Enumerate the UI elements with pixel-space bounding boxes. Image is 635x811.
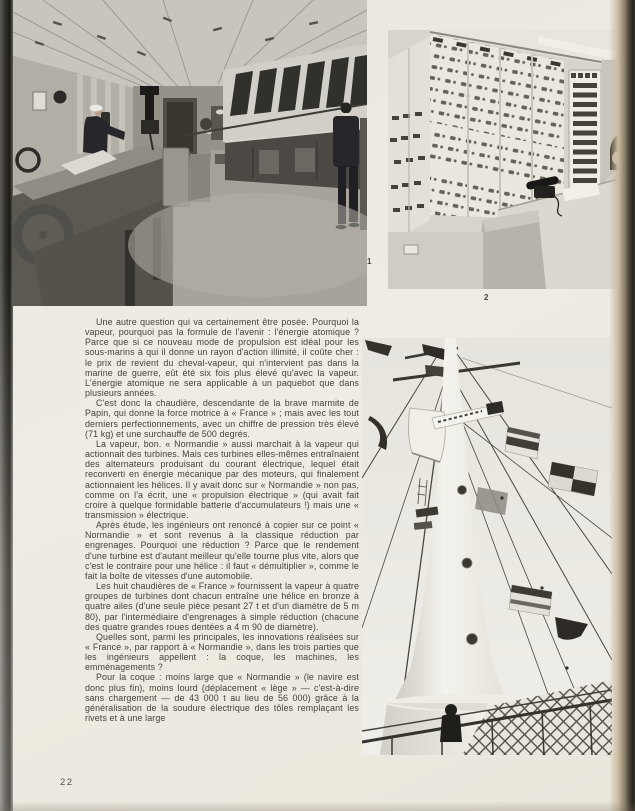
officer-cap bbox=[90, 105, 103, 112]
porthole bbox=[462, 558, 472, 568]
article-paragraph: Pour la coque : moins large que « Normandie » (le navire est donc plus fin), moins lourd (déplacement « lège » — c'est-à-dire sans chargement — de 43 000 t au lieu de 56 000) grâce à la généralisation de la soudure électrique des tôles remplaçant les rivets et à une large bbox=[85, 672, 359, 724]
article-paragraph: La vapeur, bon. « Normandie » aussi marchait à la vapeur qui actionnait des turbines. Mais ces turbines elles-mêmes entraînaient des alternateurs produisant du courant électrique, lequel était reconverti en énergie mécanique par des moteurs, qui finalement actionnaient les hélices. Il y avait donc sur « Normandie » non pas, comme on l'a écrit, une « propulsion électrique » (qui avait fait croire à quelque formidable batterie d'accumulateurs !) mais une « transmission » électrique. bbox=[85, 438, 359, 520]
figure-caption-1: 1 bbox=[367, 257, 372, 266]
article-text-column bbox=[85, 317, 359, 723]
article-paragraph: Après étude, les ingénieurs ont renoncé à copier sur ce point « Normandie » et sont revenus à la classique réduction par engrenages. Pourquoi une réduction ? Parce que le rendement d'une turbine est d'autant meilleur qu'elle tourne plus vite, alors que c'est le contraire pour une hélice : il faut « démultiplier », comme le fait la boîte de vitesses d'une automobile. bbox=[85, 520, 359, 581]
article-paragraph: Une autre question qui va certainement être posée. Pourquoi la vapeur, pourquoi pas la formule de l'avenir : l'énergie atomique ? Parce que si ce nouveau mode de propulsion est idéal pour les sous-marins à qui il donne un rayon d'action illimité, il coûte cher : le prix de revient du cheval-vapeur, qui n'intervient pas dans la marine de guerre, eût été six fois plus élevé qu'avec la vapeur. L'énergie atomique ne sera applicable à un paquebot que dans plusieurs années. bbox=[85, 317, 359, 399]
wall-outlet bbox=[404, 245, 418, 254]
bridge-photo-art bbox=[13, 0, 367, 306]
article-paragraph: Les huit chaudières de « France » fournissent la vapeur à quatre groupes de turbines dont chacun entraîne une hélice en bronze à quatre ailes (d'une seule pièce pesant 27 t et d'un diamètre de 5 m 80), par l'intermédiaire d'engrenages à simple réduction (chacune des quatre grandes roues dentées a 4 m 90 de diamètre). bbox=[85, 581, 359, 632]
porthole bbox=[458, 486, 467, 495]
wall-clock bbox=[54, 91, 67, 104]
article-paragraph: C'est donc la chaudière, descendante de la brave marmite de Papin, qui donne la force motrice à « France » ; mais avec les tout derniers perfectionnements, avec un chiffre de pression très élevé (71 kg) et une surchauffe de 500 degrés. bbox=[85, 398, 359, 439]
page-number: 22 bbox=[60, 777, 74, 788]
figure-caption-2: 2 bbox=[484, 293, 489, 302]
article-paragraph: Quelles sont, parmi les principales, les innovations réalisées sur « France », par rapport à « Normandie », dans les trois parties que les ingénieurs appellent : la coque, les machines, les emménagements ? bbox=[85, 631, 359, 673]
switchboard-photo-art bbox=[388, 30, 635, 289]
annunciator-panel bbox=[569, 70, 601, 194]
scan-edge-left bbox=[0, 0, 13, 811]
mast-photo bbox=[362, 338, 612, 755]
page-edge-bottom bbox=[0, 801, 635, 811]
bridge-photo bbox=[13, 0, 367, 306]
switchboard-photo bbox=[388, 30, 635, 289]
left-panels bbox=[388, 36, 430, 245]
right-edge-equipment bbox=[360, 118, 367, 230]
wall-box bbox=[33, 92, 46, 110]
porthole bbox=[467, 634, 478, 645]
mast-photo-art bbox=[362, 338, 612, 755]
page-edge-right bbox=[609, 0, 635, 811]
